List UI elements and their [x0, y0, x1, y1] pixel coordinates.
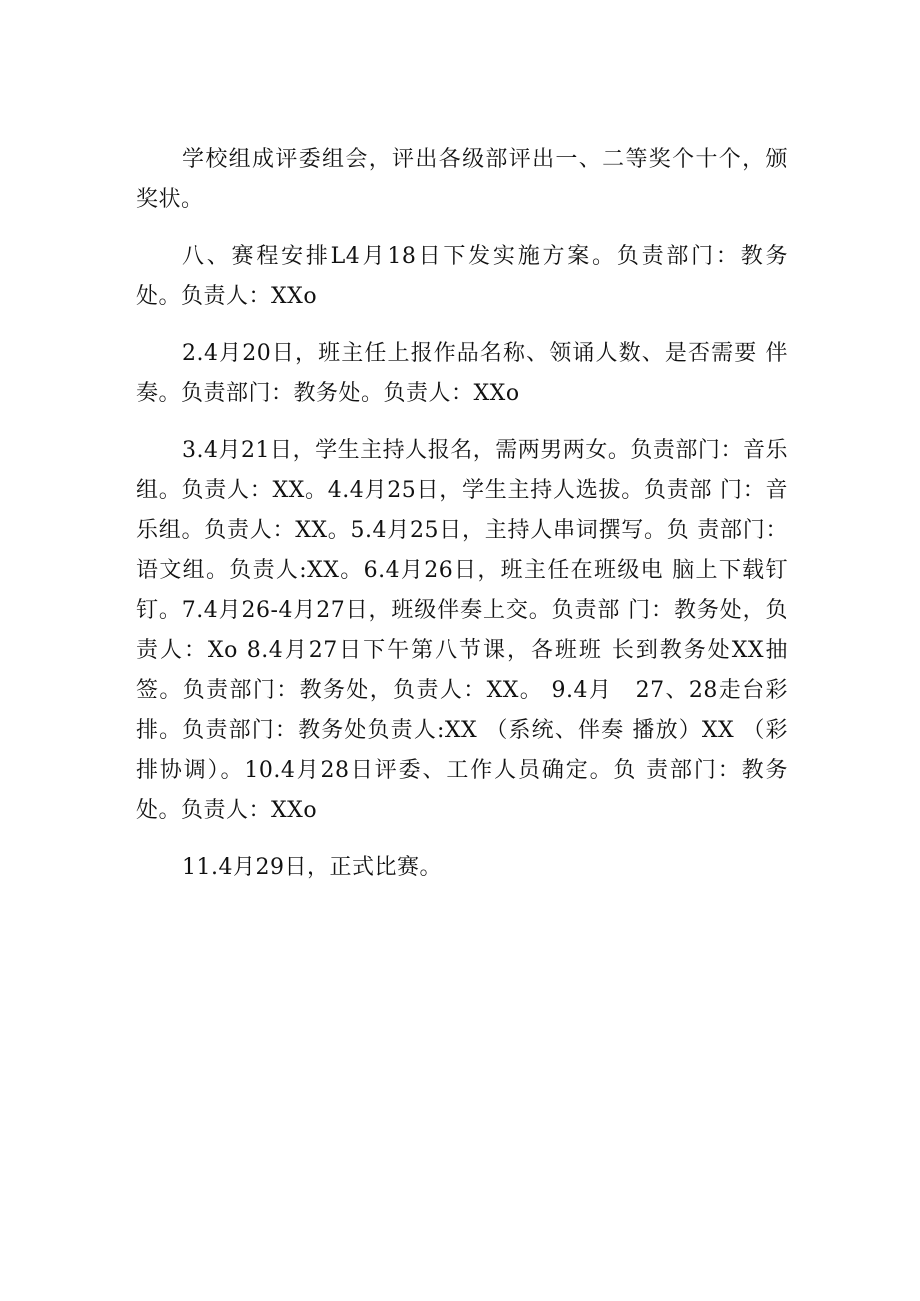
paragraph-awards: 学校组成评委组会，评出各级部评出一、二等奖个十个，颁奖状。: [136, 147, 788, 212]
paragraph-schedule-items-3-10: 3.4月21日，学生主持人报名，需两男两女。负责部门：音乐组。负责人：XX。4.4月25日，学生主持人选拔。负责部 门：音乐组。负责人：XX。5.4月25日，主持人串词撰写。负 责部门：语文组。负责人:XX。6.4月26日，班主任在班级电 脑上下载钉钉。7.4月26-4月27日，班级伴奏上交。负责部 门：教务处，负责人：Xo 8.4月27日下午第八节课，各班班 长到教务处XX抽签。负责部门：教务处，负责人：XX。 9.4月 27、28走台彩排。负责部门：教务处负责人:XX （系统、伴奏 播放）XX （彩排协调）。10.4月28日评委、工作人员确定。负 责部门：教务处。负责人：XXo: [136, 438, 788, 823]
paragraph-schedule-item-11: 11.4月29日，正式比赛。: [182, 855, 442, 880]
document-body: [136, 140, 811, 888]
paragraph-schedule-heading: 八、赛程安排L4月18日下发实施方案。负责部门：教务 处。负责人：XXo: [136, 244, 811, 309]
paragraph-schedule-item-2: 2.4月20日，班主任上报作品名称、领诵人数、是否需要 伴奏。负责部门：教务处。负责人：XXo: [136, 341, 788, 406]
